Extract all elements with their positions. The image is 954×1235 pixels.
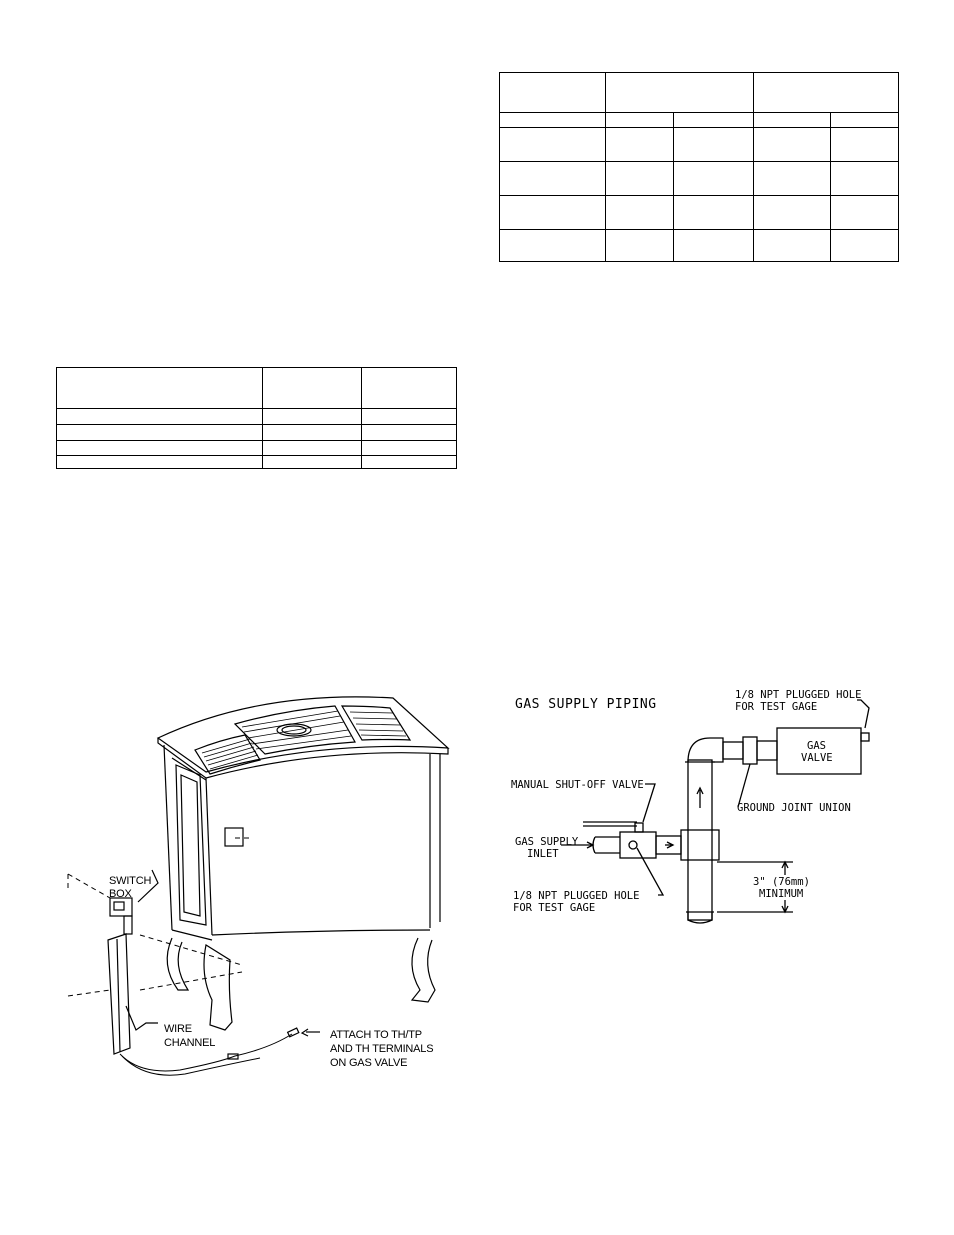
left-table (56, 367, 457, 469)
table-row (500, 196, 899, 230)
table-cell (500, 73, 606, 113)
attach-label: ATTACH TO TH/TP (330, 1029, 422, 1041)
gas-supply-label-2: INLET (527, 848, 559, 860)
switch-box-label-2: BOX (109, 888, 132, 900)
plugged-hole-top-label: 1/8 NPT PLUGGED HOLE (735, 689, 862, 701)
table-row (500, 128, 899, 162)
table-header-row (57, 368, 457, 409)
table-row (500, 230, 899, 262)
clearance-label: 3" (76mm) (753, 876, 810, 888)
table-cell (754, 73, 899, 113)
gas-valve-label-2: VALVE (801, 752, 833, 764)
wire-channel-label: WIRE (164, 1023, 192, 1035)
table-row (57, 456, 457, 469)
gas-valve-label: GAS (807, 740, 826, 752)
gas-piping-diagram (495, 680, 895, 930)
table-row (57, 441, 457, 456)
gas-piping-svg (495, 680, 895, 930)
table-cell (606, 73, 754, 113)
plugged-hole-bottom-label: 1/8 NPT PLUGGED HOLE (513, 890, 640, 902)
table-row (57, 409, 457, 425)
stove-front-left-edge (206, 778, 212, 935)
table-row (500, 162, 899, 196)
stove-wiring-illustration (60, 690, 460, 1085)
piping-title: GAS SUPPLY PIPING (515, 697, 657, 712)
table-row (57, 425, 457, 441)
top-elbow (688, 738, 723, 762)
attach-label-3: ON GAS VALVE (330, 1057, 408, 1069)
top-right-table (499, 72, 899, 262)
shutoff-valve-body (620, 832, 656, 858)
ground-joint-union (743, 737, 757, 764)
clearance-label-2: MINIMUM (759, 888, 804, 900)
stove-leg (412, 938, 435, 1002)
manual-shutoff-label: MANUAL SHUT-OFF VALVE (511, 779, 644, 791)
switch-box-label: SWITCH (109, 875, 152, 887)
wire-channel-label-2: CHANNEL (164, 1037, 216, 1049)
table-header-row (500, 73, 899, 113)
plugged-hole-bottom-label-2: FOR TEST GAGE (513, 902, 596, 914)
table-subheader-row (500, 113, 899, 128)
gas-supply-label: GAS SUPPLY (515, 836, 579, 848)
plugged-hole-top-label-2: FOR TEST GAGE (735, 701, 818, 713)
stove-svg (60, 690, 460, 1085)
ground-joint-union-label: GROUND JOINT UNION (737, 802, 851, 814)
switch-box (110, 898, 132, 916)
vertical-pipe (688, 760, 712, 920)
attach-label-2: AND TH TERMINALS (330, 1043, 434, 1055)
